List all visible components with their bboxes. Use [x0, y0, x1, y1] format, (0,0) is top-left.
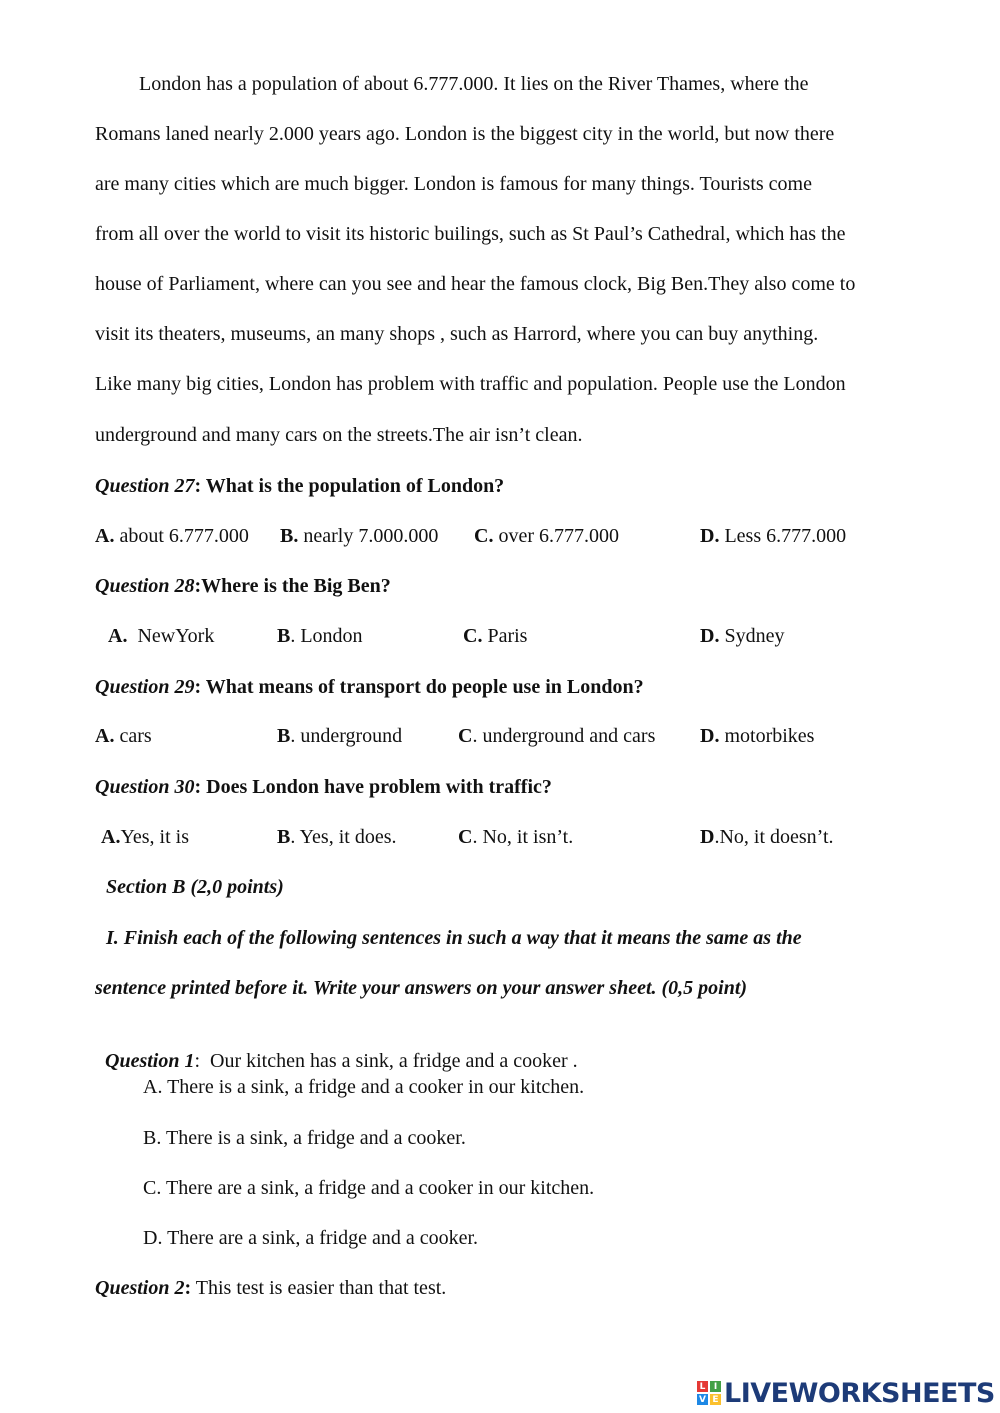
- option-a[interactable]: A. There is a sink, a fridge and a cooker in our kitchen.: [143, 1076, 585, 1098]
- question-text: : What is the population of London?: [194, 475, 505, 497]
- option-letter: A.: [108, 625, 128, 647]
- option-text: . No, it isn’t.: [472, 826, 574, 848]
- question-30-title: [95, 775, 552, 799]
- logo-badge-letter: V: [697, 1394, 708, 1405]
- option-letter: C.: [463, 625, 483, 647]
- option-c[interactable]: [458, 724, 655, 748]
- passage-line: underground and many cars on the streets.The air isn’t clean.: [95, 424, 583, 446]
- option-d[interactable]: [700, 825, 834, 849]
- option-b[interactable]: B. There is a sink, a fridge and a cooker.: [143, 1127, 466, 1149]
- option-text: . underground and cars: [472, 725, 656, 747]
- option-text: nearly 7.000.000: [298, 525, 439, 547]
- passage-line: Like many big cities, London has problem with traffic and population. People use the London: [95, 373, 846, 395]
- option-letter: C: [458, 826, 473, 848]
- option-a[interactable]: [95, 724, 152, 748]
- option-text: . London: [290, 625, 363, 647]
- instruction-line: sentence printed before it. Write your answers on your answer sheet. (0,5 point): [95, 977, 748, 999]
- question-colon: :: [184, 1277, 192, 1299]
- question-label: Question 29: [95, 676, 195, 698]
- passage-line: house of Parliament, where can you see and hear the famous clock, Big Ben.They also come to: [95, 273, 856, 295]
- question-label: Question 2: [95, 1277, 185, 1299]
- option-text: cars: [114, 725, 152, 747]
- option-d[interactable]: [700, 724, 814, 748]
- option-letter: B.: [280, 525, 299, 547]
- option-text: Paris: [482, 625, 528, 647]
- liveworksheets-logo: [697, 1378, 995, 1408]
- option-text: over 6.777.000: [493, 525, 619, 547]
- question-text: : Our kitchen has a sink, a fridge and a cooker .: [194, 1050, 578, 1072]
- option-a[interactable]: [101, 825, 189, 849]
- option-c[interactable]: [458, 825, 573, 849]
- option-a[interactable]: [95, 524, 249, 548]
- question-28-title: [95, 574, 391, 598]
- option-text: .No, it doesn’t.: [714, 826, 834, 848]
- option-text: about 6.777.000: [114, 525, 249, 547]
- option-d[interactable]: D. There are a sink, a fridge and a cooker.: [143, 1227, 479, 1249]
- option-text: Yes, it is: [120, 826, 190, 848]
- option-letter: A.: [101, 826, 121, 848]
- option-letter: D.: [700, 525, 720, 547]
- logo-badge-icon: [697, 1381, 721, 1405]
- option-letter: C: [458, 725, 473, 747]
- passage-line: London has a population of about 6.777.000. It lies on the River Thames, where the: [139, 73, 809, 95]
- passage-line: visit its theaters, museums, an many shops , such as Harrord, where you can buy anything.: [95, 323, 819, 345]
- option-text: motorbikes: [719, 725, 815, 747]
- option-d[interactable]: [700, 624, 784, 648]
- option-a[interactable]: [108, 624, 214, 648]
- question-text: : Does London have problem with traffic?: [194, 776, 552, 798]
- section-b-heading: Section B (2,0 points): [106, 876, 284, 898]
- instruction-line: I. Finish each of the following sentences in such a way that it means the same as the: [106, 927, 802, 949]
- option-text: Sydney: [719, 625, 785, 647]
- option-d[interactable]: [700, 524, 846, 548]
- question-label: Question 27: [95, 475, 195, 497]
- option-text: . Yes, it does.: [290, 826, 397, 848]
- option-letter: B: [277, 725, 291, 747]
- logo-text: LIVEWORKSHEETS: [724, 1377, 995, 1409]
- option-b[interactable]: [277, 825, 396, 849]
- question-29-title: [95, 675, 644, 699]
- option-c[interactable]: [463, 624, 527, 648]
- logo-badge-letter: I: [710, 1381, 721, 1392]
- option-c[interactable]: [474, 524, 619, 548]
- question-text: : What means of transport do people use in London?: [194, 676, 644, 698]
- option-letter: D: [700, 826, 715, 848]
- option-c[interactable]: C. There are a sink, a fridge and a cooker in our kitchen.: [143, 1177, 595, 1199]
- option-text: . underground: [290, 725, 403, 747]
- option-letter: B: [277, 826, 291, 848]
- passage-line: are many cities which are much bigger. London is famous for many things. Tourists come: [95, 173, 812, 195]
- option-letter: A.: [95, 525, 115, 547]
- option-letter: D.: [700, 625, 720, 647]
- option-letter: D.: [700, 725, 720, 747]
- option-letter: B: [277, 625, 291, 647]
- option-letter: C.: [474, 525, 494, 547]
- question-text: :Where is the Big Ben?: [194, 575, 391, 597]
- question-label: Question 28: [95, 575, 195, 597]
- option-b[interactable]: [277, 624, 363, 648]
- logo-badge-letter: E: [710, 1394, 721, 1405]
- question-27-title: [95, 474, 504, 498]
- question-text: This test is easier than that test.: [191, 1277, 447, 1299]
- option-letter: A.: [95, 725, 115, 747]
- option-text: Less 6.777.000: [719, 525, 847, 547]
- question-label: Question 1: [105, 1050, 195, 1072]
- logo-badge-letter: L: [697, 1381, 708, 1392]
- question-2-title: [95, 1276, 446, 1300]
- passage-line: Romans laned nearly 2.000 years ago. London is the biggest city in the world, but now there: [95, 123, 835, 145]
- option-text: NewYork: [127, 625, 215, 647]
- question-1-title: [95, 1025, 578, 1073]
- option-b[interactable]: [280, 524, 438, 548]
- option-b[interactable]: [277, 724, 402, 748]
- question-label: Question 30: [95, 776, 195, 798]
- passage-line: from all over the world to visit its historic builings, such as St Paul’s Cathedral, which has the: [95, 223, 846, 245]
